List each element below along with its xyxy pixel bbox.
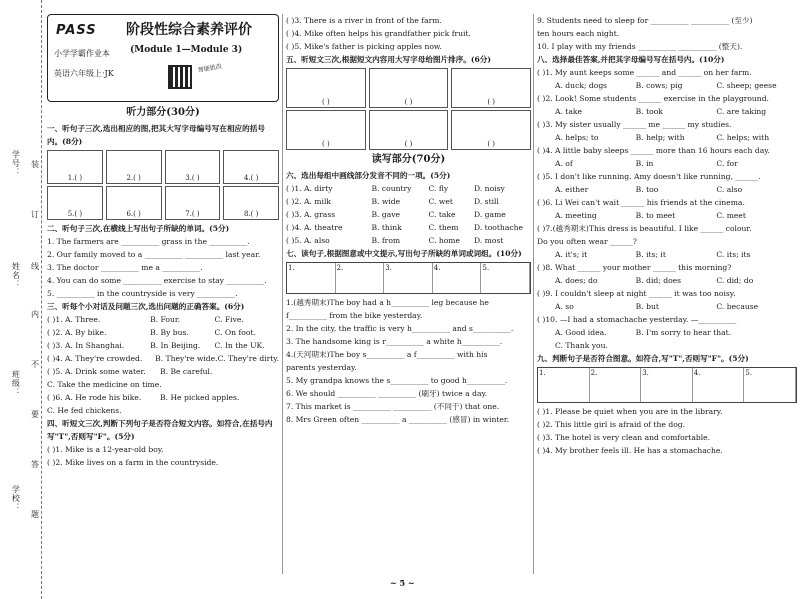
option: B. cows; pig (635, 81, 683, 90)
option: B. took (635, 107, 663, 116)
class-label: 班级： (11, 370, 21, 397)
choice-row (286, 182, 531, 195)
cut-char: 装 (31, 160, 39, 169)
choice-row (537, 157, 797, 170)
column-1 (47, 14, 279, 574)
option: B. to meet (635, 211, 676, 220)
choice-row (47, 326, 279, 339)
column-2 (286, 14, 531, 574)
option: B. Four. (150, 315, 181, 324)
page-number: ~ 5 ~ (390, 578, 415, 588)
option: B. its; it (635, 250, 666, 259)
option: B. too (635, 185, 659, 194)
reading-part-heading: 读写部分(70分) (371, 154, 446, 165)
choice-row (537, 248, 797, 261)
strip-picture: 5. (481, 263, 530, 293)
choice-row (537, 131, 797, 144)
question-line: 4. You can do some __________ exercise to stay __________. (47, 276, 267, 285)
question-line: f__________ from the bike yesterday. (286, 311, 423, 320)
question-line: Do you often wear ______? (537, 237, 637, 246)
choice-row (286, 195, 531, 208)
option: A. either (555, 185, 589, 194)
option: B. think (371, 223, 402, 232)
series-name: 小学学霸作业本 (54, 49, 110, 58)
question-line: ( )6. Li Wei can't wait ______ his friends at the cinema. (537, 198, 745, 207)
question-line: ten hours each night. (537, 29, 620, 38)
section-9-title: 九、判断句子是否符合图意。如符合,写"T",否则写"F"。(5分) (537, 354, 749, 363)
option: A. of (555, 159, 573, 168)
option: ( )1. A. dirty (286, 184, 333, 193)
cut-char: 内 (31, 310, 39, 319)
option: A. does; do (555, 276, 598, 285)
name-label: 姓名： (11, 262, 21, 289)
page-title: 阶段性综合素养评价 (126, 22, 252, 38)
option: C. sheep; geese (716, 81, 777, 90)
strip-picture: 3. (641, 368, 693, 402)
cut-char: 线 (31, 262, 39, 271)
picture-strip (286, 262, 531, 294)
question-line: C. Take the medicine on time. (47, 380, 162, 389)
picture-choice: ( ) (369, 68, 449, 108)
question-line: parents yesterday. (286, 363, 357, 372)
choice-row (537, 274, 797, 287)
question-line: ( )5. I don't like running. Amy doesn't like running, ______. (537, 172, 761, 181)
choice-row (47, 365, 279, 378)
option: C. for (716, 159, 738, 168)
option: C. are taking (716, 107, 767, 116)
choice-row (47, 391, 279, 404)
column-divider (282, 14, 283, 574)
picture-choice: ( ) (451, 68, 531, 108)
option: C. did; do (716, 276, 754, 285)
option: B. I'm sorry to hear that. (635, 328, 732, 337)
pass-logo: PASS (56, 23, 97, 38)
choice-row (286, 234, 531, 247)
option: ( )2. A. By bike. (47, 328, 107, 337)
section-7-title: 七、读句子,根据图意或中文提示,写出句子所缺的单词或词组。(10分) (286, 249, 522, 258)
cut-char: 订 (31, 210, 39, 219)
option: B. By bus. (150, 328, 189, 337)
grade-label: 英语六年级上·JK (54, 69, 114, 78)
section-5-title: 五、听短文三次,根据短文内容用大写字母给图片排序。(6分) (286, 55, 491, 64)
question-line: 5. __________ in the countryside is very __________. (47, 289, 238, 298)
picture-choice: ( ) (286, 68, 366, 108)
question-line: ( )2. Mike lives on a farm in the countryside. (47, 458, 219, 467)
option: C. In the UK. (214, 341, 265, 350)
choice-row (286, 221, 531, 234)
question-line: ( )4. A little baby sleeps ______ more than 16 hours each day. (537, 146, 770, 155)
choice-row (286, 208, 531, 221)
option: D. noisy (474, 184, 505, 193)
strip-picture: 1. (538, 368, 590, 402)
title-box (47, 14, 279, 102)
picture-row (47, 186, 279, 220)
option: A. helps; to (555, 133, 599, 142)
picture-strip (537, 367, 797, 403)
strip-picture: 1. (287, 263, 336, 293)
picture-choice: 1.( ) (47, 150, 103, 184)
option: D. most (474, 236, 504, 245)
cut-char: 答 (31, 460, 39, 469)
option: ( )4. A. theatre (286, 223, 343, 232)
question-line: 3. The handsome king is r__________ a white h__________. (286, 337, 503, 346)
smart-grading-badge: 智能批改 (197, 62, 223, 75)
question-line: ( )3. The hotel is very clean and comfortable. (537, 433, 711, 442)
school-label: 学校： (11, 485, 21, 512)
picture-choice: 8.( ) (223, 186, 279, 220)
option: C. them (428, 223, 459, 232)
section-1-title: 一、听句子三次,选出相应的图,把其大写字母编号写在相应的括号内。(8分) (47, 124, 265, 146)
picture-choice: 6.( ) (106, 186, 162, 220)
option: C. home (428, 236, 460, 245)
strip-picture: 4. (433, 263, 482, 293)
column-3 (537, 14, 797, 574)
option: B. from (371, 236, 401, 245)
picture-choice: 4.( ) (223, 150, 279, 184)
question-line: ( )3. There is a river in front of the farm. (286, 16, 442, 25)
question-line: C. Thank you. (555, 341, 608, 350)
question-line: ( )9. I couldn't sleep at night ______ it was too noisy. (537, 289, 736, 298)
section-4-title: 四、听短文三次,判断下列句子是否符合短文内容。如符合,在括号内写"T",否则写"F"。(5分) (47, 419, 273, 441)
option: C. its; its (716, 250, 751, 259)
option: B. Be careful. (160, 367, 213, 376)
option: A. meeting (555, 211, 597, 220)
question-line: ( )5. Mike's father is picking apples now. (286, 42, 442, 51)
option: ( )5. A. also (286, 236, 330, 245)
option: C. also (716, 185, 743, 194)
question-line: ( )2. Look! Some students ______ exercise in the playground. (537, 94, 769, 103)
option: C. They're dirty. (217, 354, 279, 363)
strip-picture: 2. (590, 368, 642, 402)
option: B. gave (371, 210, 401, 219)
question-line: ( )4. Mike often helps his grandfather pick fruit. (286, 29, 471, 38)
choice-row (537, 183, 797, 196)
option: ( )1. A. Three. (47, 315, 101, 324)
option: B. wide (371, 197, 401, 206)
question-line: ( )1. My aunt keeps some ______ and ______ on her farm. (537, 68, 752, 77)
option: B. country (371, 184, 412, 193)
choice-row (537, 209, 797, 222)
section-8-title: 八、选择最佳答案,并把其字母编号写在括号内。(10分) (537, 55, 725, 64)
option: B. did; does (635, 276, 682, 285)
question-line: ( )2. This little girl is afraid of the dog. (537, 420, 686, 429)
cut-char: 要 (31, 410, 39, 419)
question-line: 2. In the city, the traffic is very h__________ and s__________. (286, 324, 514, 333)
option: ( )3. A. In Shanghai. (47, 341, 125, 350)
picture-choice: 2.( ) (106, 150, 162, 184)
choice-row (47, 352, 279, 365)
option: ( )2. A. milk (286, 197, 331, 206)
picture-row (286, 68, 531, 108)
question-line: ( )7.(越秀期末)This dress is beautiful. I like ______ colour. (537, 224, 752, 233)
option: D. game (474, 210, 506, 219)
option: C. fly (428, 184, 449, 193)
picture-row (47, 150, 279, 184)
question-line: 7. This market is __________ __________ (不同于) that one. (286, 402, 500, 411)
option: D. toothache (474, 223, 523, 232)
option: B. help; with (635, 133, 685, 142)
question-line: C. He fed chickens. (47, 406, 122, 415)
strip-picture: 4. (693, 368, 745, 402)
question-line: 4.(天河期末)The boy s__________ a f__________ with his (286, 350, 488, 359)
question-line: 8. Mrs Green often __________ a __________ (感冒) in winter. (286, 415, 510, 424)
picture-choice: ( ) (451, 110, 531, 150)
option: A. it's; it (555, 250, 588, 259)
question-line: 3. The doctor __________ me a __________. (47, 263, 203, 272)
question-line: 1. The farmers are __________ grass in the __________. (47, 237, 250, 246)
option: ( )6. A. He rode his bike. (47, 393, 142, 402)
section-2-title: 二、听句子三次,在横线上写出句子所缺的单词。(5分) (47, 224, 230, 233)
option: C. meet (716, 211, 746, 220)
question-line: 10. I play with my friends __________ __________ (整天). (537, 42, 743, 51)
module-range: (Module 1—Module 3) (130, 45, 243, 55)
cut-char: 题 (31, 510, 39, 519)
question-line: 9. Students need to sleep for __________ __________ (至少) (537, 16, 753, 25)
column-divider (533, 14, 534, 574)
question-line: ( )10. —I had a stomachache yesterday. —__________ (537, 315, 737, 324)
question-line: ( )3. My sister usually ______ me ______ my studies. (537, 120, 732, 129)
option: ( )4. A. They're crowded. (47, 354, 143, 363)
option: A. so (555, 302, 574, 311)
listening-part-heading: 听力部分(30分) (126, 107, 200, 118)
option: B. but (635, 302, 659, 311)
choice-row (537, 79, 797, 92)
qr-code-icon (168, 65, 192, 89)
question-line: ( )1. Please be quiet when you are in the library. (537, 407, 723, 416)
section-6-title: 六、选出每组中画线部分发音不同的一项。(5分) (286, 171, 451, 180)
option: D. still (474, 197, 499, 206)
option: B. He picked apples. (160, 393, 240, 402)
binding-margin (0, 0, 42, 599)
question-line: ( )4. My brother feels ill. He has a stomachache. (537, 446, 723, 455)
picture-choice: 5.( ) (47, 186, 103, 220)
question-line: 5. My grandpa knows the s__________ to good h__________. (286, 376, 508, 385)
cut-char: 不 (31, 360, 39, 369)
option: ( )5. A. Drink some water. (47, 367, 146, 376)
question-line: ( )8. What ______ your mother ______ this morning? (537, 263, 732, 272)
picture-choice: 3.( ) (165, 150, 221, 184)
option: B. in (635, 159, 654, 168)
option: ( )3. A. grass (286, 210, 336, 219)
option: C. because (716, 302, 759, 311)
choice-row (47, 339, 279, 352)
student-number-label: 学号： (11, 150, 21, 177)
strip-picture: 5. (744, 368, 796, 402)
option: A. Good idea. (555, 328, 607, 337)
picture-choice: 7.( ) (165, 186, 221, 220)
option: C. Five. (214, 315, 244, 324)
option: C. take (428, 210, 456, 219)
strip-picture: 2. (336, 263, 385, 293)
question-line: 2. Our family moved to a __________ __________ last year. (47, 250, 261, 259)
question-line: 1.(越秀期末)The boy had a h__________ leg because he (286, 298, 489, 307)
picture-row (286, 110, 531, 150)
option: B. They're wide. (155, 354, 218, 363)
option: C. helps; with (716, 133, 770, 142)
picture-choice: ( ) (369, 110, 449, 150)
question-line: 6. We should __________ __________ (刷牙) twice a day. (286, 389, 488, 398)
option: C. On foot. (214, 328, 256, 337)
option: A. duck; dogs (555, 81, 608, 90)
choice-row (47, 313, 279, 326)
question-line: ( )1. Mike is a 12-year-old boy. (47, 445, 164, 454)
strip-picture: 3. (384, 263, 433, 293)
choice-row (537, 300, 797, 313)
choice-row (537, 326, 797, 339)
picture-choice: ( ) (286, 110, 366, 150)
option: A. take (555, 107, 582, 116)
option: B. In Beijing. (150, 341, 201, 350)
section-3-title: 三、听每个小对话及问题三次,选出问题的正确答案。(6分) (47, 302, 245, 311)
option: C. wet (428, 197, 453, 206)
choice-row (537, 105, 797, 118)
